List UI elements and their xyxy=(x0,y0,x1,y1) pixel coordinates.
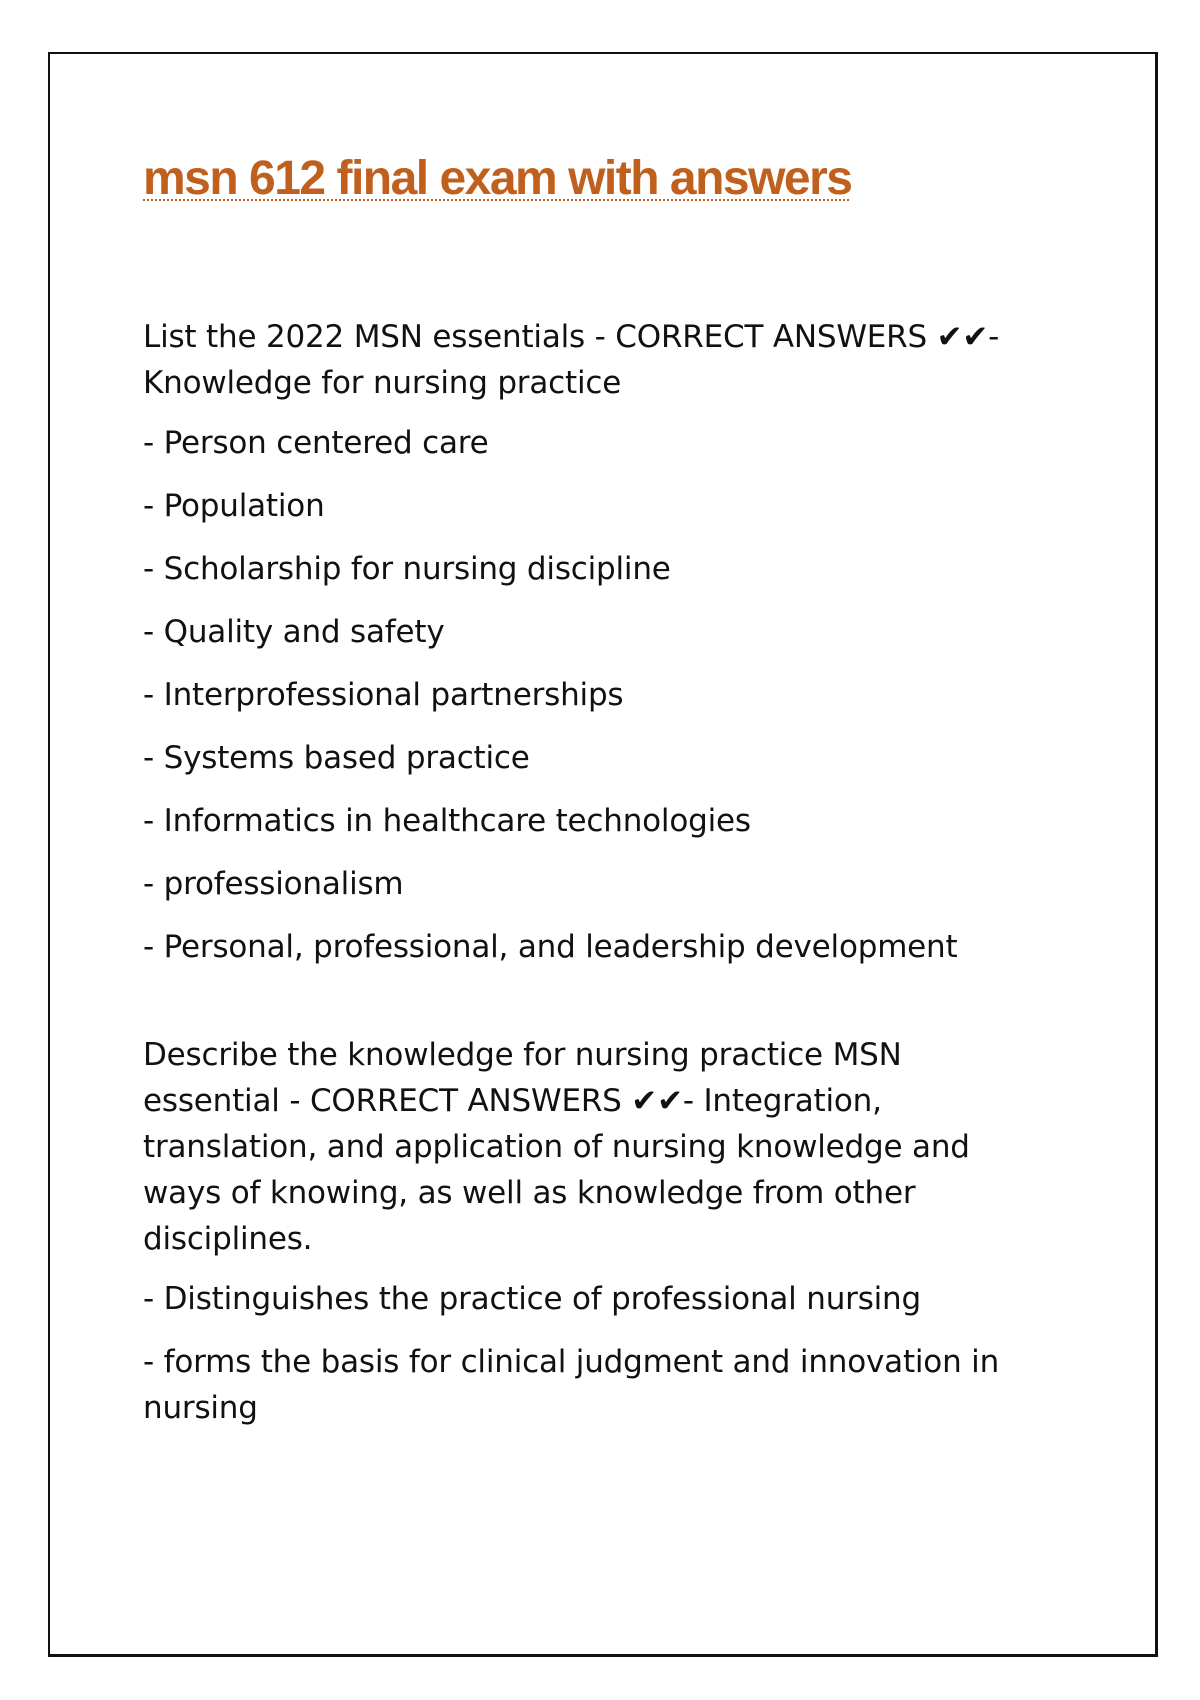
answer-item: - Personal, professional, and leadership development xyxy=(143,928,958,965)
qa-block-knowledge-description xyxy=(143,1032,1043,1431)
answer-list xyxy=(143,1276,1043,1431)
answer-list xyxy=(143,420,1043,970)
answer-item: - Quality and safety xyxy=(143,613,445,650)
question-text: List the 2022 MSN essentials - CORRECT ANSWERS ✔✔- Knowledge for nursing practice xyxy=(143,318,1000,401)
document-title[interactable]: msn 612 final exam with answers xyxy=(143,152,852,205)
answer-item: - Person centered care xyxy=(143,424,489,461)
qa-block-essentials-list xyxy=(143,314,1043,970)
answer-item: - Scholarship for nursing discipline xyxy=(143,550,671,587)
answer-item: - Population xyxy=(143,487,325,524)
answer-item: - Systems based practice xyxy=(143,739,530,776)
question-text: Describe the knowledge for nursing practice MSN essential - CORRECT ANSWERS ✔✔- Integration, translation, and application of nursing knowledge and ways of knowing, as well as knowledge from other disciplines. xyxy=(143,1036,970,1257)
document-content xyxy=(143,150,1043,1448)
answer-item: - forms the basis for clinical judgment and innovation in nursing xyxy=(143,1343,1000,1426)
answer-item: - Distinguishes the practice of professional nursing xyxy=(143,1280,921,1317)
answer-item: - Interprofessional partnerships xyxy=(143,676,624,713)
answer-item: - professionalism xyxy=(143,865,404,902)
answer-item: - Informatics in healthcare technologies xyxy=(143,802,751,839)
